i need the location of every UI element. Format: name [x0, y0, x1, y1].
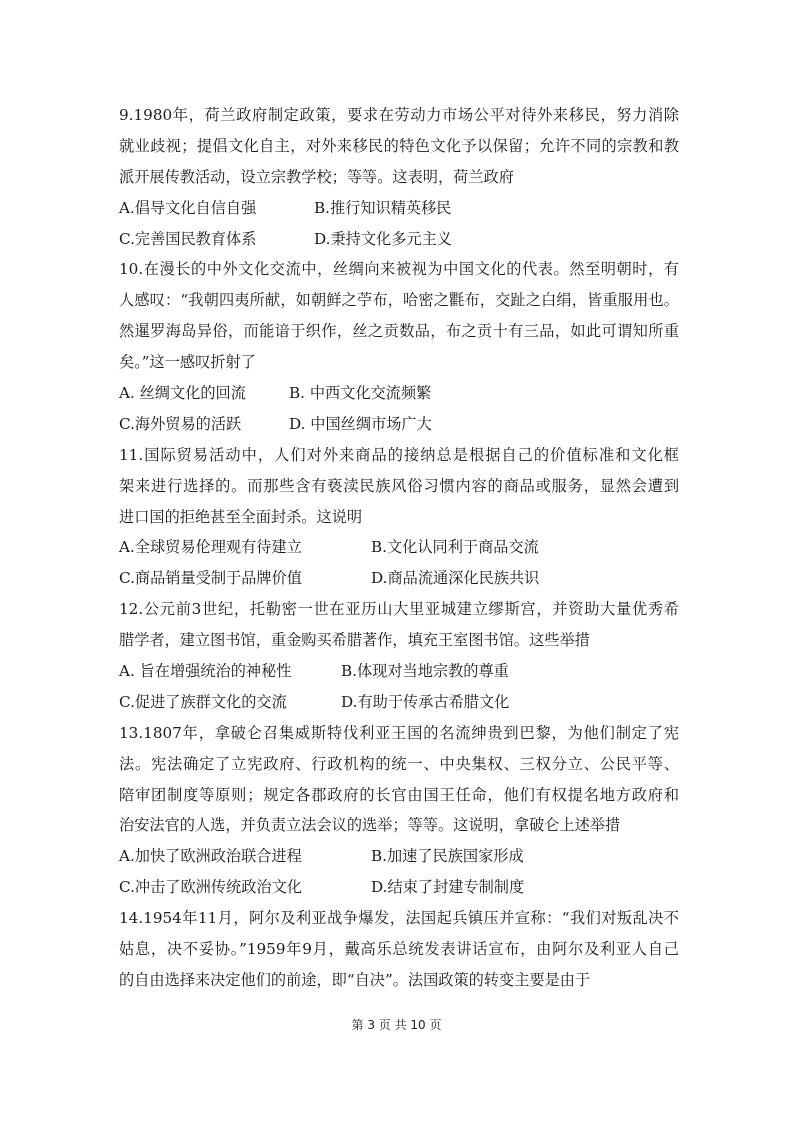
question-text-line: 10.在漫长的中外文化交流中，丝绸向来被视为中国文化的代表。然至明朝时，有 — [119, 260, 679, 279]
question-text-line: 人感叹：“我朝四夷所献，如朝鲜之苧布，哈密之氍布，交趾之白绢，皆重服用也。 — [119, 291, 679, 310]
option-row — [119, 841, 679, 872]
option-row — [119, 563, 679, 594]
question-11 — [119, 440, 679, 594]
option-d[interactable]: D.商品流通深化民族共识 — [371, 569, 540, 588]
question-text-line: 架来进行选择的。而那些含有亵渎民族风俗习惯内容的商品或服务，显然会遭到 — [119, 476, 679, 495]
option-b[interactable]: B.体现对当地宗教的尊重 — [341, 662, 509, 681]
option-row — [119, 224, 679, 255]
question-9 — [119, 100, 679, 254]
option-a[interactable]: A.全球贸易伦理观有待建立 — [119, 538, 302, 557]
option-row — [119, 656, 679, 687]
option-d[interactable]: D. 中国丝绸市场广大 — [289, 414, 432, 433]
question-13 — [119, 718, 679, 903]
option-c[interactable]: C.商品销量受制于品牌价值 — [119, 569, 302, 588]
question-text-line: 12.公元前3世纪，托勒密一世在亚历山大里亚城建立缪斯宫，并资助大量优秀希 — [119, 600, 679, 619]
option-b[interactable]: B.文化认同利于商品交流 — [371, 538, 539, 557]
option-row — [119, 687, 679, 718]
option-b[interactable]: B.推行知识精英移民 — [314, 198, 452, 217]
question-text-line: 治安法官的人选，并负责立法会议的选举；等等。这说明，拿破仑上述举措 — [119, 816, 621, 835]
option-b[interactable]: B.加速了民族国家形成 — [371, 847, 524, 866]
option-c[interactable]: C.促进了族群文化的交流 — [119, 692, 287, 711]
question-text-line: 法。宪法确定了立宪政府、行政机构的统一、中央集权、三权分立、公民平等、 — [119, 754, 679, 773]
question-text-line: 陪审团制度等原则；规定各郡政府的长官由国王任命，他们有权提名地方政府和 — [119, 785, 679, 804]
option-c[interactable]: C.冲击了欧洲传统政治文化 — [119, 878, 302, 897]
question-text-line: 9.1980年，荷兰政府制定政策，要求在劳动力市场公平对待外来移民，努力消除 — [119, 106, 679, 124]
question-12 — [119, 594, 679, 718]
option-d[interactable]: D.结束了封建专制制度 — [371, 878, 525, 897]
question-14 — [119, 903, 679, 996]
question-text-line: 13.1807年，拿破仑召集威斯特伐利亚王国的名流绅贵到巴黎，为他们制定了宪 — [119, 723, 679, 742]
question-text-line: 进口国的拒绝甚至全面封杀。这说明 — [119, 507, 362, 526]
question-text-line: 然暹罗海岛异俗，而能谙于织作，丝之贡数品，布之贡十有三品，如此可谓知所重 — [119, 322, 679, 341]
question-text-line: 腊学者，建立图书馆，重金购买希腊著作，填充王室图书馆。这些举措 — [119, 631, 590, 650]
option-row — [119, 378, 679, 409]
option-d[interactable]: D.秉持文化多元主义 — [314, 229, 452, 248]
question-text-line: 派开展传教活动，设立宗教学校；等等。这表明，荷兰政府 — [119, 167, 514, 186]
option-row — [119, 193, 679, 224]
question-text-line: 就业歧视；提倡文化自主，对外来移民的特色文化予以保留；允许不同的宗教和教 — [119, 136, 679, 155]
option-row — [119, 872, 679, 903]
question-10 — [119, 254, 679, 439]
question-list — [119, 100, 679, 996]
page-number-footer: 第 3 页 共 10 页 — [351, 1018, 442, 1032]
question-text-line: 14.1954年11月，阿尔及利亚战争爆发，法国起兵镇压并宣称：“我们对叛乱决不 — [119, 909, 679, 928]
question-text-line: 11.国际贸易活动中，人们对外来商品的接纳总是根据自己的价值标准和文化框 — [119, 445, 679, 464]
option-d[interactable]: D.有助于传承古希腊文化 — [341, 692, 510, 711]
option-c[interactable]: C.海外贸易的活跃 — [119, 414, 242, 433]
option-a[interactable]: A. 丝绸文化的回流 — [119, 384, 246, 403]
option-a[interactable]: A. 旨在增强统治的神秘性 — [119, 662, 292, 681]
option-c[interactable]: C.完善国民教育体系 — [119, 229, 257, 248]
option-row — [119, 409, 679, 440]
question-text-line: 姑息，决不妥协。”1959年9月，戴高乐总统发表讲话宣布，由阿尔及利亚人自己 — [119, 940, 679, 959]
option-a[interactable]: A.加快了欧洲政治联合进程 — [119, 847, 302, 866]
question-text-line: 矣。”这一感叹折射了 — [119, 353, 256, 372]
option-row — [119, 532, 679, 563]
option-b[interactable]: B. 中西文化交流频繁 — [289, 384, 432, 403]
question-text-line: 的自由选择来决定他们的前途，即“自决”。法国政策的转变主要是由于 — [119, 970, 591, 989]
option-a[interactable]: A.倡导文化自信自强 — [119, 198, 257, 217]
